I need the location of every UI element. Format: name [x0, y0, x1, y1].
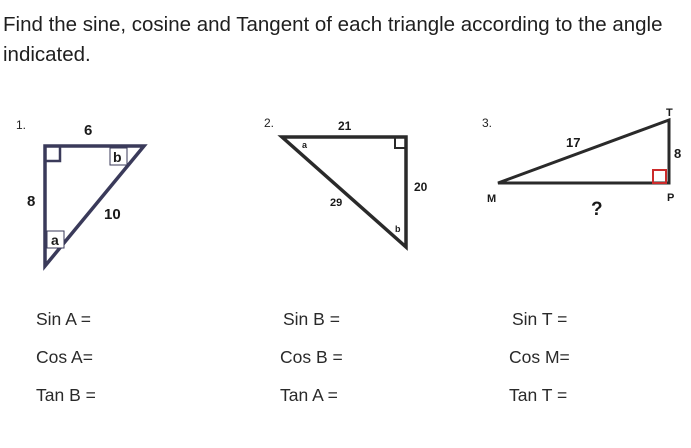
- triangle-3-side-right: 8: [674, 146, 682, 161]
- question-cos-b: Cos B =: [280, 347, 343, 367]
- triangle-2-side-top: 21: [338, 119, 352, 133]
- question-sin-t: Sin T =: [512, 309, 568, 329]
- instructions-text: Find the sine, cosine and Tangent of each triangle according to the angle indicated.: [3, 13, 663, 66]
- question-tan-a: Tan A =: [280, 385, 338, 405]
- question-tan-b: Tan B =: [36, 385, 96, 405]
- triangle-3-vertex-p: P: [667, 192, 675, 204]
- triangle-1-right-angle-mark: [45, 146, 60, 161]
- triangle-3-side-bottom: ?: [591, 199, 603, 220]
- triangle-2-angle-a: a: [302, 140, 308, 150]
- triangle-3-vertex-t: T: [666, 107, 673, 119]
- triangle-2-shape: [282, 137, 406, 247]
- triangle-1-angle-a: a: [51, 232, 59, 248]
- triangle-1: [16, 118, 144, 266]
- triangle-1-side-top: 6: [84, 122, 93, 139]
- triangle-3-number: 3.: [482, 116, 493, 130]
- triangle-3-vertex-m: M: [487, 193, 497, 205]
- triangle-1-side-hypotenuse: 10: [104, 206, 121, 223]
- triangle-3-shape: [498, 120, 669, 183]
- question-cos-a: Cos A=: [36, 347, 93, 367]
- triangle-1-side-left: 8: [27, 193, 36, 210]
- question-sin-a: Sin A =: [36, 309, 91, 329]
- triangle-1-angle-b: b: [113, 149, 122, 165]
- question-sin-b: Sin B =: [283, 309, 340, 329]
- triangle-2-angle-b: b: [395, 224, 401, 234]
- triangle-2-side-hypotenuse: 29: [330, 197, 343, 209]
- triangle-3-side-hypotenuse: 17: [566, 135, 581, 150]
- triangle-2: [264, 116, 428, 247]
- triangle-2-number: 2.: [264, 116, 275, 130]
- triangle-3-right-angle-mark: [653, 170, 666, 183]
- question-cos-m: Cos M=: [509, 347, 570, 367]
- triangle-1-number: 1.: [16, 118, 27, 132]
- triangle-3: [482, 107, 681, 220]
- question-tan-t: Tan T =: [509, 385, 568, 405]
- triangle-2-side-right: 20: [414, 180, 428, 194]
